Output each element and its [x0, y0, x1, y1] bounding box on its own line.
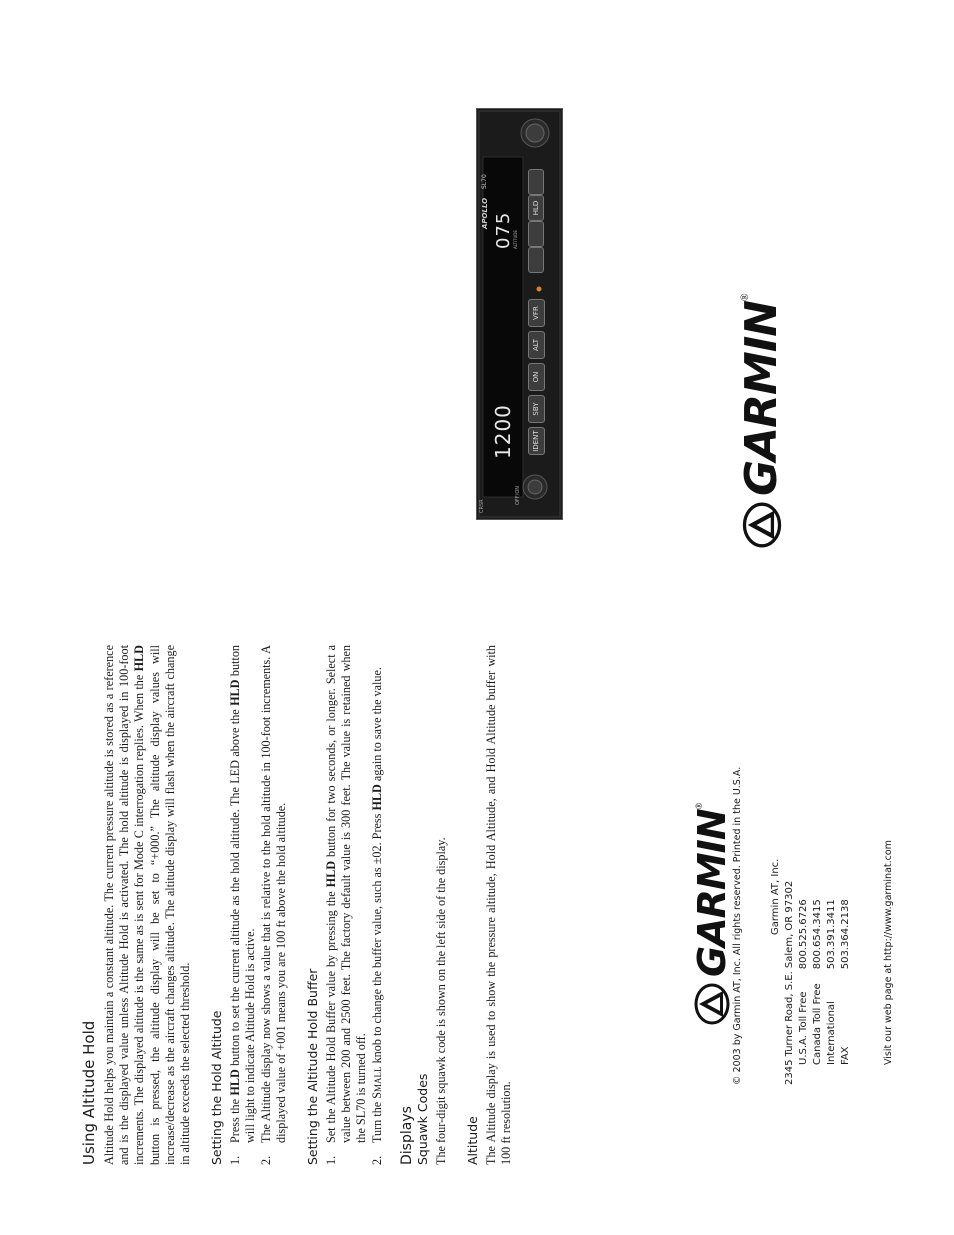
registered-mark: ® — [694, 802, 704, 810]
contact-label: Canada Toll Free — [812, 983, 823, 1065]
small-keyword: Small — [369, 1066, 384, 1099]
altitude-hold-intro: Altitude Hold helps you maintain a constant altitude. The current pressure altitude is stored as a reference and is the displayed value unless Altitude Hold is activated. The hold altitude is displayed in 100-foot increments. The displayed altitude is the same as is sent for Mode C interrogation replies. When the HLD button is pressed, the altitude display will be set to “+000.” The altitude display values will increase/decrease as the aircraft changes altitude. The altitude display will flash when the aircraft change in altitude exceeds the selected threshold. — [102, 645, 193, 1165]
garmin-triangle-icon — [693, 983, 731, 1025]
blank-button[interactable] — [528, 247, 544, 273]
transponder-button-on[interactable]: ON — [528, 363, 545, 391]
contact-value: 800.525.6726 — [798, 899, 809, 970]
garmin-triangle-icon — [741, 502, 783, 548]
hold-altitude-steps — [228, 645, 289, 1165]
garmin-logo-left — [690, 803, 734, 1025]
blank-button[interactable] — [528, 221, 544, 247]
altitude-display: 075 — [493, 211, 514, 249]
manual-text-column — [80, 645, 514, 1165]
transponder-illustration — [477, 109, 562, 519]
list-item: 2. The Altitude display now shows a value that is relative to the hold altitude in 100-foot increments. A displayed value of +001 means you are 100 ft above the hold altitude. — [258, 645, 288, 1165]
garmin-logo-right — [736, 293, 787, 548]
garmin-wordmark: GARMIN — [690, 809, 734, 977]
transponder-button-alt[interactable]: ALT — [528, 331, 545, 359]
altitude-text: The Altitude display is used to show the pressure altitude, Hold Altitude, and Hold Altitude buffer with 100 ft resolution. — [484, 645, 514, 1165]
section-title-setting-hold-altitude: Setting the Hold Altitude — [209, 1010, 225, 1165]
transponder-button-vfr[interactable]: VFR — [528, 299, 545, 327]
contact-value: 503.391.3411 — [826, 899, 837, 970]
table-row — [839, 885, 853, 1065]
garmin-wordmark: GARMIN — [736, 300, 787, 496]
transponder-button-ident[interactable]: IDENT — [528, 427, 545, 455]
hld-keyword: HLD — [369, 784, 384, 811]
altitude-label: ALTITUDE — [513, 229, 518, 249]
hld-keyword: HLD — [228, 1069, 243, 1096]
footer-info — [732, 705, 894, 1085]
subsection-title-altitude: Altitude — [465, 1116, 481, 1165]
model-label: SL70 — [481, 174, 488, 189]
blank-button[interactable] — [528, 169, 544, 195]
list-item: 2. Turn the Small knob to change the buffer value, such as ±02. Press HLD again to save the value. — [369, 667, 384, 1165]
copyright-text: © 2003 by Garmin AT, Inc. All rights reserved. Printed in the U.S.A. — [732, 766, 743, 1085]
table-row — [811, 885, 825, 1065]
list-item: 1. Press the HLD button to set the current altitude as the hold altitude. The LED above the HLD button will light to indicate Altitude Hold is active. — [228, 644, 258, 1165]
hld-keyword: HLD — [324, 860, 339, 888]
registered-mark: ® — [740, 293, 751, 301]
hld-button[interactable]: HLD — [528, 195, 544, 221]
website-text: Visit our web page at http://www.garminat.com — [883, 840, 894, 1065]
hld-keyword: HLD — [132, 645, 147, 672]
section-title-displays: Displays — [398, 1106, 415, 1165]
contact-label: International — [826, 1001, 837, 1065]
section-title-using-altitude-hold: Using Altitude Hold — [80, 1020, 98, 1165]
apollo-brand: APOLLO — [481, 197, 489, 229]
subsection-title-squawk-codes: Squawk Codes — [414, 1073, 430, 1165]
transponder-button-sby[interactable]: SBY — [528, 395, 545, 423]
table-row — [797, 885, 811, 1065]
squawk-codes-text: The four-digit squawk code is shown on the left side of the display. — [433, 837, 448, 1165]
hld-keyword: HLD — [228, 679, 243, 706]
squawk-display: 1200 — [491, 404, 515, 459]
buffer-steps — [324, 645, 385, 1165]
list-item: 1. Set the Altitude Hold Buffer value by pressing the HLD button for two seconds, or longer. Select a value between 200 and 2500 feet. The factory default value is 300 feet. The value is retained when the SL70 is turned off. — [324, 645, 369, 1165]
crsr-label: CRSR — [479, 499, 485, 513]
contact-value: 503.364.2138 — [840, 899, 851, 970]
sl70-transponder-photo — [476, 108, 563, 520]
company-address: 2345 Turner Road, S.E. Salem, OR 97302 — [784, 880, 795, 1085]
contact-value: 800.654.3415 — [812, 899, 823, 970]
contact-label: FAX — [840, 1046, 851, 1065]
contact-table — [797, 885, 853, 1065]
off-on-label: OFF/ON — [515, 485, 521, 505]
company-name: Garmin AT, Inc. — [770, 858, 781, 935]
table-row — [825, 885, 839, 1065]
hld-led — [537, 287, 542, 292]
section-title-setting-buffer: Setting the Altitude Hold Buffer — [305, 968, 321, 1165]
contact-label: U.S.A. Toll Free — [798, 991, 809, 1065]
